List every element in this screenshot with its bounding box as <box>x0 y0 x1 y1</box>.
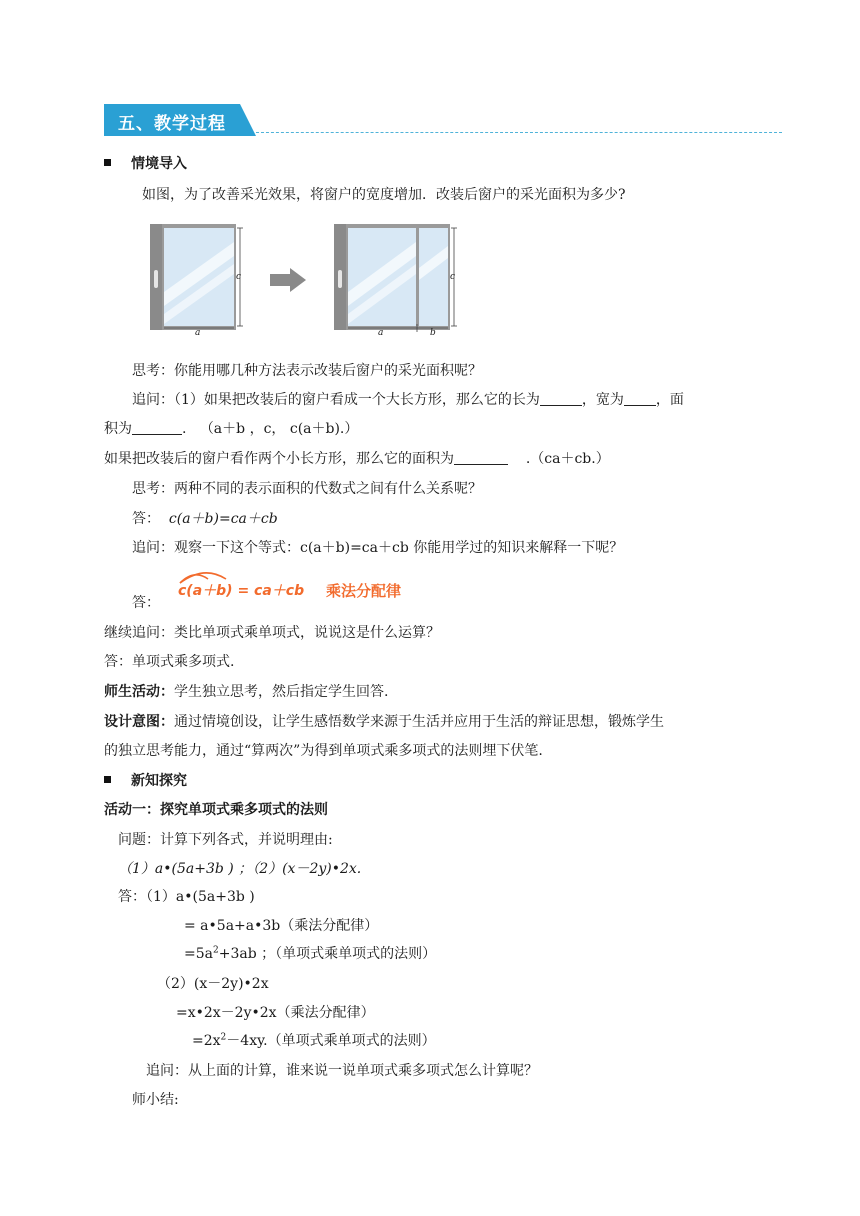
answer-1: 答： c(a＋b)=ca＋cb <box>132 511 278 527</box>
window-figure <box>148 222 458 334</box>
heading-new-knowledge: 新知探究 <box>104 770 187 790</box>
answer-part-1: 答：（1）a•(5a+3b ) <box>118 889 255 905</box>
section-divider <box>256 132 782 133</box>
answer-part-1-step-1: = a•5a+a•3b（乘法分配律） <box>184 918 379 934</box>
followup-3: 追问：观察一下这个等式：c(a＋b)=ca＋cb 你能用学过的知识来解释一下呢？ <box>132 540 624 556</box>
answer-part-2: （2）(x－2y)•2x <box>157 976 269 992</box>
activity-1-title: 活动一：探究单项式乘多项式的法则 <box>104 802 328 818</box>
label-a-left: a <box>195 328 201 338</box>
followup-5: 追问：从上面的计算，谁来说一说单项式乘多项式怎么计算呢？ <box>146 1063 538 1079</box>
right-arrow-icon <box>270 268 306 292</box>
window-after-icon <box>334 224 457 332</box>
label-b-right: b <box>430 328 436 338</box>
heading-scenario: 情境导入 <box>104 153 187 173</box>
label-a-right: a <box>378 328 384 338</box>
think-2: 思考：两种不同的表示面积的代数式之间有什么关系呢？ <box>132 481 482 497</box>
design-intent-cont: 的独立思考能力，通过“算两次”为得到单项式乘多项式的法则埋下伏笔. <box>104 743 543 759</box>
answer-2-expr: c(a＋b) = ca＋cb <box>178 583 305 599</box>
intro-text: 如图，为了改善采光效果，将窗户的宽度增加．改装后窗户的采光面积为多少? <box>142 187 626 203</box>
followup-1: 追问：（1）如果把改装后的窗户看成一个大长方形，那么它的长为 ，宽为 ，面 <box>132 392 684 408</box>
label-c-left: c <box>236 272 242 282</box>
think-1: 思考：你能用哪几种方法表示改装后窗户的采光面积呢？ <box>132 363 482 379</box>
question-items: （1）a•(5a+3b ) ；（2）(x－2y)•2x. <box>118 861 362 877</box>
followup-1-cont: 积为 . （a＋b ，c， c(a＋b).） <box>104 421 359 437</box>
label-c-right: c <box>450 272 456 282</box>
section-banner <box>104 104 254 136</box>
followup-2: 如果把改装后的窗户看作两个小长方形，那么它的面积为 .（ca＋cb.） <box>104 451 610 467</box>
answer-2-label: 答： <box>132 595 160 611</box>
square-bullet-icon <box>104 159 111 166</box>
section-title: 五、教学过程 <box>118 114 226 134</box>
square-bullet-icon <box>104 776 111 783</box>
answer-2-tag: 乘法分配律 <box>326 582 402 600</box>
design-intent: 设计意图：通过情境创设，让学生感悟数学来源于生活并应用于生活的辩证思想，锻炼学生 <box>104 714 664 730</box>
answer-3: 答：单项式乘多项式. <box>104 654 235 670</box>
teacher-summary: 师小结: <box>132 1092 179 1108</box>
window-before-icon <box>150 224 243 330</box>
question: 问题：计算下列各式，并说明理由: <box>118 832 333 848</box>
answer-part-1-step-2: $=5a^2+3ab$ ；（单项式乘单项式的法则） <box>184 945 437 962</box>
followup-4: 继续追问：类比单项式乘单项式，说说这是什么运算？ <box>104 625 440 641</box>
answer-part-2-step-2: $=2x^2-4xy$.（单项式乘单项式的法则） <box>192 1032 436 1049</box>
answer-part-2-step-1: =x•2x－2y•2x（乘法分配律） <box>176 1005 375 1021</box>
teacher-student-activity: 师生活动：学生独立思考，然后指定学生回答. <box>104 684 389 700</box>
